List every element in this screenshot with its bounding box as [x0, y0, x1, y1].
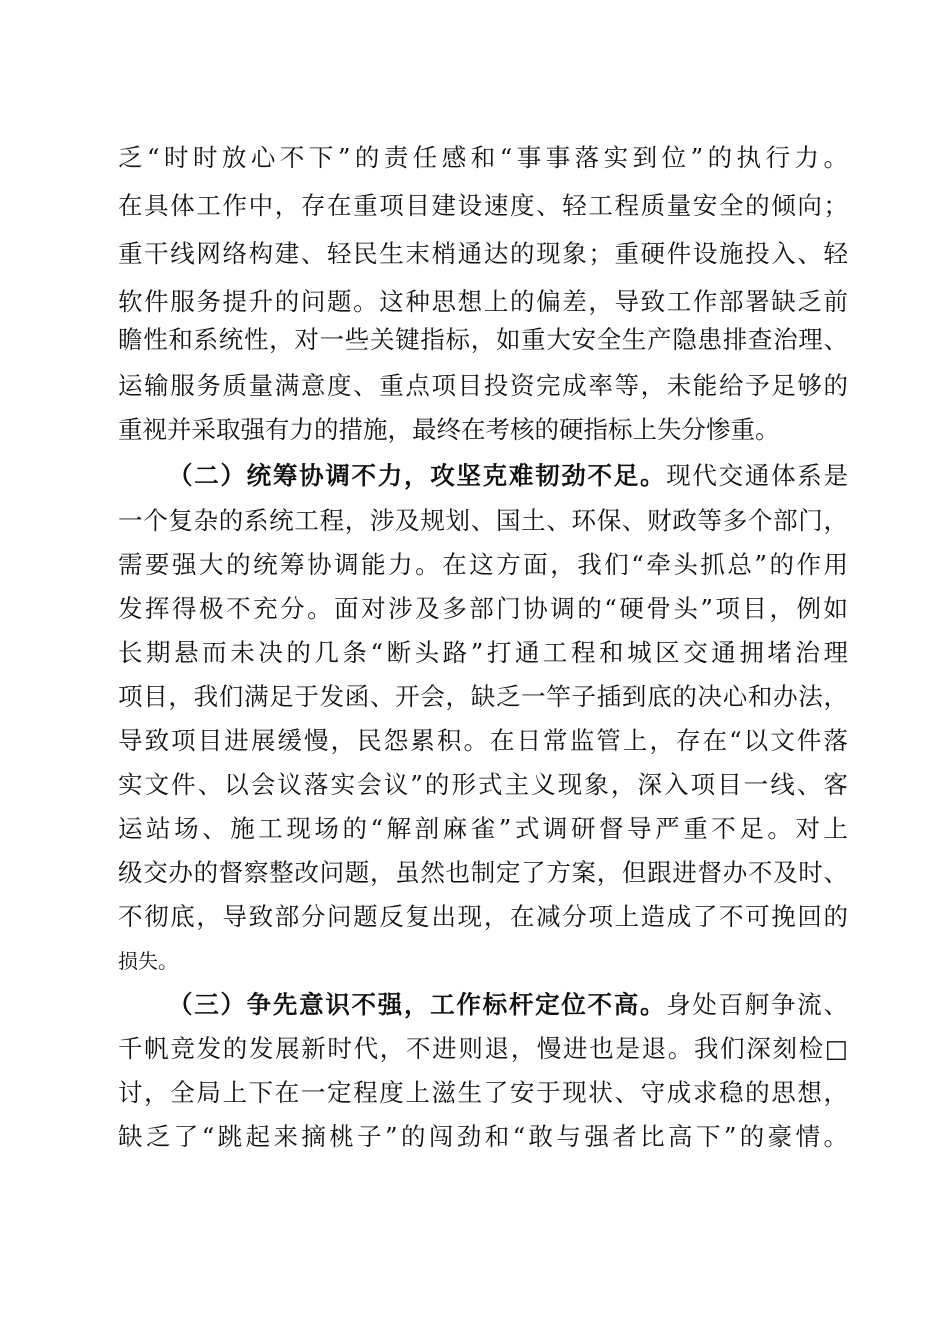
body-text-line: 导致项目进展缓慢，民怨累积。在日常监管上，存在“以文件落: [118, 726, 848, 755]
body-text-line: 运输服务质量满意度、重点项目投资完成率等，未能给予足够的: [118, 371, 848, 400]
body-text-line: 实文件、以会议落实会议”的形式主义现象，深入项目一线、客: [118, 770, 848, 799]
body-text-line: 软件服务提升的问题。这种思想上的偏差，导致工作部署缺乏前: [118, 287, 848, 316]
body-text-line: 在具体工作中，存在重项目建设速度、轻工程质量安全的倾向；: [118, 191, 848, 220]
paragraph-first-line: [168, 454, 848, 498]
body-text-line: 瞻性和系统性，对一些关键指标，如重大安全生产隐患排查治理、: [118, 325, 848, 354]
paragraph-first-line: [168, 983, 848, 1027]
body-text-line: 重视并采取强有力的措施，最终在考核的硬指标上失分惨重。: [118, 415, 780, 444]
body-text-line: 缺乏了“跳起来摘桃子”的闯劲和“敢与强者比高下”的豪情。: [118, 1122, 848, 1151]
body-text-line: 乏“时时放心不下”的责任感和“事事落实到位”的执行力。: [118, 143, 848, 172]
body-text-line: 千帆竞发的发展新时代，不进则退，慢进也是退。我们深刻检□: [118, 1034, 848, 1063]
section-heading: （二）统筹协调不力，攻坚克难韧劲不足。: [168, 461, 667, 490]
body-text-line: 重干线网络构建、轻民生末梢通达的现象；重硬件设施投入、轻: [118, 239, 848, 268]
body-text-line: 一个复杂的系统工程，涉及规划、国土、环保、财政等多个部门，: [118, 506, 848, 535]
body-text-line: 不彻底，导致部分问题反复出现，在减分项上造成了不可挽回的: [118, 902, 848, 931]
body-text-line: 级交办的督察整改问题，虽然也制定了方案，但跟进督办不及时、: [118, 858, 848, 887]
body-text-line: 损失。: [118, 949, 178, 973]
section-heading: （三）争先意识不强，工作标杆定位不高。: [168, 990, 667, 1019]
body-text-line: 项目，我们满足于发函、开会，缺乏一竿子插到底的决心和办法，: [118, 682, 848, 711]
body-text-line: 需要强大的统筹协调能力。在这方面，我们“牵头抓总”的作用: [118, 550, 848, 579]
body-text: 现代交通体系是: [666, 461, 849, 490]
body-text-line: 长期悬而未决的几条“断头路”打通工程和城区交通拥堵治理: [118, 638, 848, 667]
body-text-line: 讨，全局上下在一定程度上滋生了安于现状、守成求稳的思想，: [118, 1078, 848, 1107]
body-text-line: 运站场、施工现场的“解剖麻雀”式调研督导严重不足。对上: [118, 814, 848, 843]
body-text: 身处百舸争流、: [666, 990, 849, 1019]
body-text-line: 发挥得极不充分。面对涉及多部门协调的“硬骨头”项目，例如: [118, 594, 848, 623]
